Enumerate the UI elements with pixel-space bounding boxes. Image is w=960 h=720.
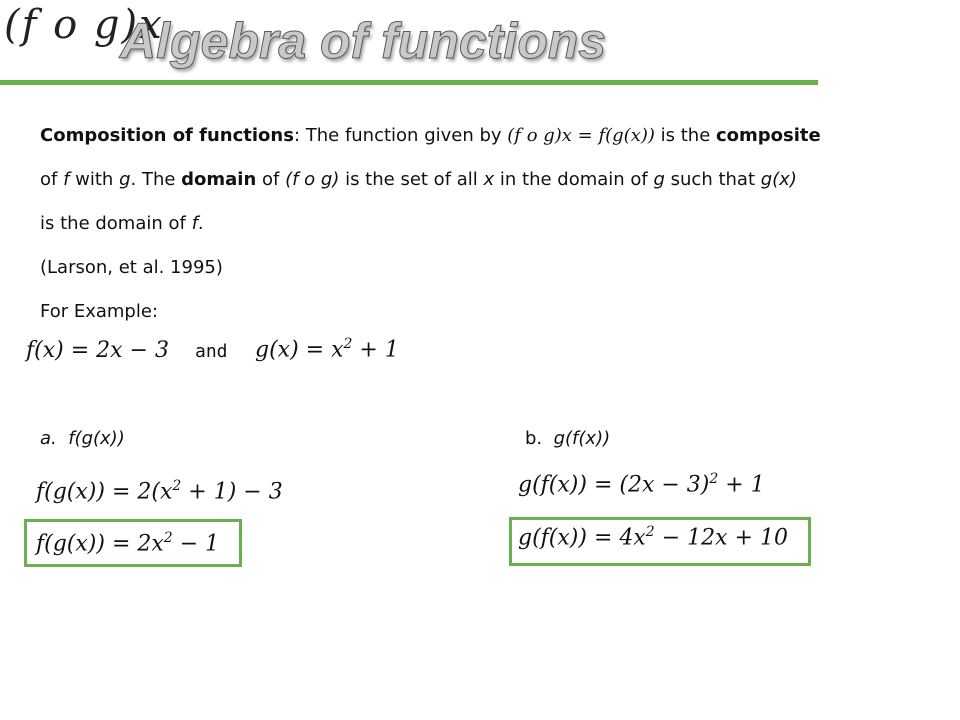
part-b-step-pre: g(f(x)) = (2x − 3) bbox=[518, 472, 710, 498]
definition-text: : The function given by bbox=[293, 125, 508, 146]
definition-paragraph bbox=[40, 114, 900, 334]
part-a-label: a. bbox=[40, 428, 57, 449]
part-b-answer bbox=[518, 524, 788, 550]
definition-text: of bbox=[256, 169, 286, 190]
page-title: Algebra of functions bbox=[120, 13, 607, 69]
definition-line-3 bbox=[40, 202, 900, 246]
g-definition-tail: + 1 bbox=[352, 337, 399, 363]
part-b-step-post: + 1 bbox=[718, 472, 765, 498]
part-b-heading bbox=[525, 428, 610, 449]
g-definition bbox=[255, 336, 399, 362]
g-definition-base: g(x) = x bbox=[255, 337, 344, 363]
math-fog: (f o g) bbox=[285, 169, 340, 190]
part-a-answer-post: − 1 bbox=[172, 531, 220, 557]
math-g: g bbox=[653, 169, 665, 190]
f-definition: f(x) = 2x − 3 bbox=[26, 338, 169, 363]
part-a-step-pre: f(g(x)) = 2(x bbox=[36, 479, 173, 505]
part-a-step-exponent: 2 bbox=[172, 478, 182, 494]
g-definition-exponent: 2 bbox=[343, 336, 353, 352]
definition-text: such that bbox=[664, 169, 761, 190]
math-g: g bbox=[119, 169, 131, 190]
definition-expression: (f o g)x = f(g(x)) bbox=[507, 125, 655, 146]
definition-text: is the bbox=[654, 125, 716, 146]
part-a-answer-exponent: 2 bbox=[163, 530, 173, 546]
definition-line-1 bbox=[40, 114, 900, 158]
definition-text: is the set of all bbox=[339, 169, 484, 190]
part-b-expression: g(f(x)) bbox=[553, 428, 611, 449]
definition-text: . bbox=[197, 213, 204, 234]
math-f: f bbox=[63, 169, 70, 190]
part-a-expression: f(g(x)) bbox=[68, 428, 125, 449]
part-b-answer-exponent: 2 bbox=[645, 524, 655, 540]
definition-term: Composition of functions bbox=[40, 125, 294, 146]
part-b-answer-post: − 12x + 10 bbox=[654, 525, 788, 551]
and-label: and bbox=[195, 341, 228, 362]
math-f: f bbox=[191, 213, 198, 234]
citation: (Larson, et al. 1995) bbox=[40, 257, 223, 278]
part-b-step-exponent: 2 bbox=[709, 471, 719, 487]
composite-term: composite bbox=[716, 125, 821, 146]
part-b-step bbox=[518, 471, 765, 497]
definition-line-2 bbox=[40, 158, 900, 202]
part-b-label: b. bbox=[525, 428, 543, 449]
example-label: For Example: bbox=[40, 301, 159, 322]
math-gx: g(x) bbox=[760, 169, 797, 190]
corner-label: (f o g)x bbox=[4, 2, 164, 48]
part-a-answer-pre: f(g(x)) = 2x bbox=[36, 531, 164, 557]
definition-text: is the domain of bbox=[40, 213, 192, 234]
math-x: x bbox=[483, 169, 495, 190]
definition-text: in the domain of bbox=[494, 169, 654, 190]
part-a-step-post: + 1) − 3 bbox=[181, 479, 283, 505]
part-a-step bbox=[36, 478, 283, 504]
definition-text: . The bbox=[130, 169, 182, 190]
part-b-answer-pre: g(f(x)) = 4x bbox=[518, 525, 646, 551]
domain-term: domain bbox=[181, 169, 257, 190]
part-a-answer bbox=[36, 530, 219, 556]
title-underline bbox=[0, 80, 818, 85]
part-a-heading bbox=[40, 428, 125, 449]
definition-text: with bbox=[69, 169, 120, 190]
definition-text: of bbox=[40, 169, 64, 190]
